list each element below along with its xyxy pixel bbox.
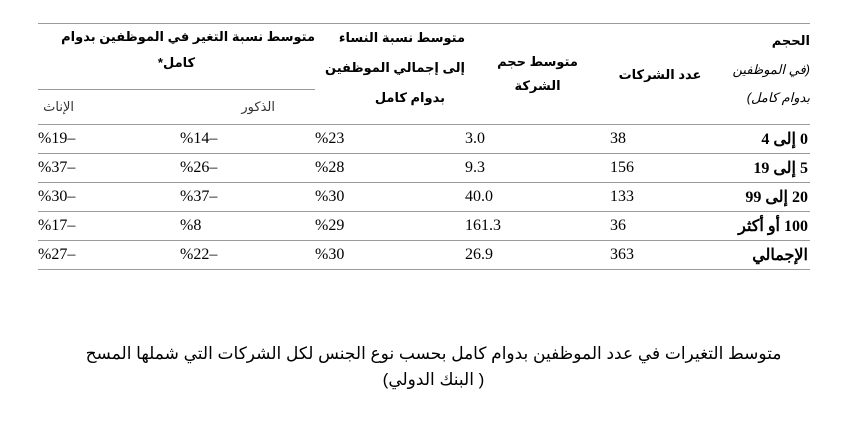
caption-line2: ( البنك الدولي) — [382, 370, 485, 389]
cell-size: 5 إلى 19 — [710, 154, 810, 183]
header-women-line3: بدوام كامل — [374, 90, 445, 105]
cell-female-change: %17– — [38, 212, 180, 241]
cell-size: الإجمالي — [710, 241, 810, 270]
caption-line1: متوسط التغيرات في عدد الموظفين بدوام كامل بحسب نوع الجنس لكل الشركات التي شملها المسح — [85, 344, 782, 363]
cell-male-change: %8 — [180, 212, 315, 241]
header-avg-size — [465, 24, 610, 125]
cell-women-share: %30 — [315, 183, 465, 212]
table-row — [38, 125, 810, 154]
cell-count: 133 — [610, 183, 710, 212]
table-row — [38, 212, 810, 241]
cell-avg-size: 161.3 — [465, 212, 610, 241]
cell-female-change: %19– — [38, 125, 180, 154]
header-count: عدد الشركات — [610, 24, 710, 125]
cell-size: 100 أو أكثر — [710, 212, 810, 241]
header-avg-size-line1: متوسط حجم — [497, 54, 578, 69]
table-row — [38, 154, 810, 183]
table-row-total — [38, 241, 810, 270]
cell-avg-size: 26.9 — [465, 241, 610, 270]
cell-count: 36 — [610, 212, 710, 241]
table-row — [38, 183, 810, 212]
header-women-line1: متوسط نسبة النساء — [338, 30, 465, 45]
cell-avg-size: 40.0 — [465, 183, 610, 212]
cell-male-change: %37– — [180, 183, 315, 212]
cell-male-change: %14– — [180, 125, 315, 154]
header-size — [710, 24, 810, 125]
cell-women-share: %23 — [315, 125, 465, 154]
cell-size: 0 إلى 4 — [710, 125, 810, 154]
cell-female-change: %30– — [38, 183, 180, 212]
header-size-line1: الحجم — [771, 33, 810, 48]
cell-avg-size: 3.0 — [465, 125, 610, 154]
cell-women-share: %30 — [315, 241, 465, 270]
cell-count: 38 — [610, 125, 710, 154]
header-avg-size-line2: الشركة — [514, 78, 561, 93]
cell-male-change: %26– — [180, 154, 315, 183]
header-change — [38, 24, 315, 90]
header-size-line2: (في الموظفين — [732, 62, 810, 77]
cell-size: 20 إلى 99 — [710, 183, 810, 212]
cell-count: 156 — [610, 154, 710, 183]
header-size-line3: بدوام كامل) — [746, 90, 810, 105]
cell-count: 363 — [610, 241, 710, 270]
cell-male-change: %22– — [180, 241, 315, 270]
header-female: الإناث — [38, 90, 180, 125]
cell-female-change: %27– — [38, 241, 180, 270]
cell-female-change: %37– — [38, 154, 180, 183]
header-women-line2: إلى إجمالي الموظفين — [325, 60, 465, 75]
survey-table — [38, 23, 810, 270]
header-change-line2: كامل* — [157, 55, 196, 70]
header-women-share — [315, 24, 465, 125]
cell-avg-size: 9.3 — [465, 154, 610, 183]
cell-women-share: %29 — [315, 212, 465, 241]
header-male: الذكور — [180, 90, 315, 125]
header-change-line1: متوسط نسبة التغير في الموظفين بدوام — [61, 29, 315, 44]
cell-women-share: %28 — [315, 154, 465, 183]
